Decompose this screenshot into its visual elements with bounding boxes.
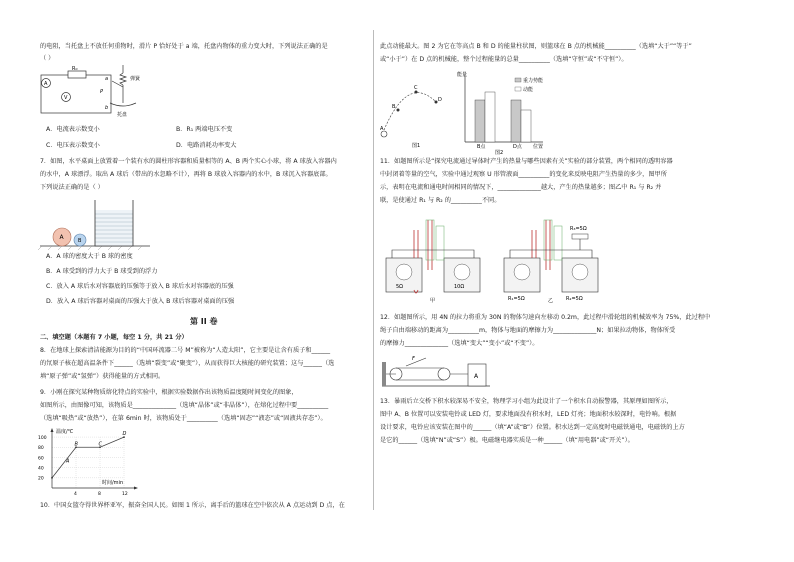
q11-line-2: 中封闭着等量的空气，实验中通过观察 U 形管液面__________的变化来反映电阻产生热量的多少，图甲所: [380, 171, 667, 178]
point-b-label: b: [105, 105, 109, 111]
y-tick-label: 100: [38, 435, 47, 441]
y-tick-label: 20: [38, 476, 44, 482]
q10-cont-line-1: 此点动能最大。图 2 为它在等高点 B 和 D 的能量柱状图，则篮球在 B 点的机械能__________（选填“大于”“等于”: [380, 43, 692, 50]
q7-line-3: 下列说法正确的是（ ）: [40, 184, 104, 191]
y-tick-label: 60: [38, 456, 44, 462]
q8-line-1: 8．在地球上探索清洁能源为目的的“中国环流器二号 M”被称为“人造太阳”，它主要是让含有质子和______: [40, 347, 331, 354]
q13-line-4: 是它的______（选填“N”或“S”）极。电磁继电器实质是一种______（填“用电器”或“开关”）。: [380, 437, 634, 444]
ammeter-label: A: [44, 81, 48, 87]
q12-line-1: 12．如题图所示，用 4N 的拉力将重为 30N 的物体匀速向左移动 0.2m，此过程中滑轮组的机械效率为 75%，此过程中: [380, 314, 711, 321]
q7-option-c: C．放入 A 球后水对容器底的压强等于放入 B 球后水对容器底的压强: [46, 283, 234, 290]
fig2-ylabel: 能量: [457, 72, 468, 78]
q7-option-a: A．A 球的密度大于 B 球的密度: [46, 253, 133, 260]
q6-circuit-diagram: [38, 63, 168, 123]
bar-b-potential: [475, 100, 485, 142]
q7-option-d: D．放入 A 球后容器对桌面的压强大于放入 B 球后容器对桌面的压强: [46, 298, 235, 305]
fig2-caption: 图2: [495, 150, 504, 156]
q7-line-2: 的水中，A 球漂浮。取出 A 球后（带出的水忽略不计），再将 B 球放入容器内的水中，B 球沉入容器底部。: [40, 171, 332, 178]
tray-label: 托盘: [117, 112, 128, 118]
q6-option-a: A．电流表示数变小: [46, 126, 100, 133]
point-label-a: A: [66, 458, 70, 465]
q7-container-diagram: [40, 196, 150, 251]
q11-heating-apparatus: [382, 210, 612, 306]
part2-title: 第 II 卷: [190, 317, 218, 326]
bar-d-potential: [511, 100, 521, 142]
x-tick-label: 8: [98, 492, 101, 497]
q6-option-d: D．电路消耗功率变大: [176, 142, 237, 149]
x-axis-label: 时间/min: [102, 480, 124, 486]
point-label: C: [98, 441, 102, 448]
slider-p-label: P: [100, 89, 104, 95]
q12-line-3: 的摩擦力______________（选填“变大”“变小”或“不变”）。: [380, 340, 539, 347]
x-label-d: D点: [513, 144, 522, 150]
q6-option-c: C．电压表示数变小: [46, 142, 100, 149]
voltmeter-label: V: [64, 95, 68, 101]
q9-line-3: （选填“吸热”或“放热”），在第 6min 时，该物质处于__________（选填“固态”“液态”或“固液共存态”）。: [40, 415, 327, 422]
resistor-r3-label: R₃=5Ω: [570, 226, 587, 232]
resistor-10ohm-label: 10Ω: [454, 284, 465, 290]
point-c-label: C: [414, 85, 418, 91]
part2-subtitle: 二、填空题（本题有 7 小题，每空 1 分，共 21 分）: [40, 334, 188, 341]
point-a-label: a: [105, 76, 109, 82]
q11-line-3: 示，表明在电流和通电时间相同的情况下，______________越大，产生的热量越多；图乙中 R₁ 与 R₂ 并: [380, 184, 662, 191]
resistor-r1-label: R₁=5Ω: [508, 296, 525, 302]
q6-intro: 的电阻，当托盘上不放任何重物时，滑片 P 恰好处于 a 端，托盘内物体的重力变大时，下列说法正确的是: [40, 43, 328, 50]
caption-yi: 乙: [548, 298, 554, 304]
q10-cont-line-2: 或“小于”）在 D 点的机械能，整个过程能量的总量__________（选填“守恒”或“不守恒”）。: [380, 56, 628, 63]
point-label: D: [122, 431, 127, 438]
q6-paren: （ ）: [40, 55, 55, 62]
x-tick-label: 12: [122, 492, 128, 497]
legend-kinetic: 动能: [523, 87, 534, 93]
r0-label: R₀: [72, 66, 78, 72]
ball-a-label: A: [59, 234, 64, 241]
q11-line-1: 11．如题图所示是“探究电流通过导体时产生的热量与哪些因素有关”实验的部分装置，两个相同的透明容器: [380, 158, 673, 165]
caption-jia: 甲: [430, 298, 436, 304]
x-axis-label: 位置: [533, 144, 544, 150]
resistor-5ohm-label: 5Ω: [396, 284, 404, 290]
y-axis-label: 温度/℃: [56, 429, 74, 435]
q12-pulley-diagram: [382, 352, 492, 392]
q10-line-1: 10．中国女篮夺得世界杯亚军，振奋全国人民。如图 1 所示，离手后的篮球在空中依次从 A 点运动到 D 点，在: [40, 502, 345, 509]
legend-swatch-potential: [515, 78, 521, 82]
fig1-caption: 图1: [412, 143, 421, 149]
x-tick-label: 4: [74, 492, 77, 497]
y-tick-label: 80: [38, 446, 44, 452]
bar-b-kinetic: [485, 92, 495, 142]
point-label: B: [74, 441, 78, 448]
setup-jia: [386, 220, 480, 304]
block-a-label: A: [474, 373, 479, 380]
q9-temperature-chart: [36, 426, 146, 498]
point-b-label: B: [392, 104, 396, 110]
point-d-label: D: [438, 97, 442, 103]
q6-option-b: B．R₁ 两端电压不变: [176, 126, 233, 133]
resistor-r2-label: R₂=5Ω: [566, 296, 583, 302]
water: [95, 210, 133, 246]
legend-swatch-kinetic: [515, 87, 521, 91]
q10-fig1-trajectory: [378, 72, 458, 152]
q9-line-2: 如图所示，由图像可知，该物质是______________（选填“晶体”或“非晶体”），在熔化过程中要__________: [40, 402, 329, 409]
q13-line-3: 设计要求，电铃应该安装在图中的______（填“A”或“B”）位置。积水达到一定高度时电磁铁通电，电磁铁的上方: [380, 424, 685, 431]
y-tick-label: 40: [38, 466, 44, 472]
column-divider: [373, 30, 374, 510]
x-label-b: B点: [477, 144, 486, 150]
q10-fig2-energy-bars: [455, 70, 575, 154]
q12-line-2: 绳子自由端移动的距离为__________m，物体与地面的摩擦力为______________N；如果拉动物体，物体所受: [380, 327, 676, 334]
q7-line-1: 7．如图，水平桌面上放置着一个装有水的圆柱形容器和质量相等的 A、B 两个实心小球，将 A 球放入容器内: [40, 158, 337, 165]
q7-option-b: B．A 球受到的浮力大于 B 球受到的浮力: [46, 268, 158, 275]
ball-b-label: B: [78, 238, 82, 244]
force-f-label: F: [412, 356, 415, 362]
q13-line-1: 13．暴雨后立交桥下积水较深易不安全，物理学习小组为此设计了一个积水自动报警器，其原理如图所示，: [380, 398, 673, 405]
q8-line-3: 填“原子弹”或“氢弹”）获得能量的方式相同。: [40, 373, 165, 380]
data-point: [51, 477, 53, 479]
q9-line-1: 9．小刚在探究某种物质熔化特点的实验中，根据实验数据作出该物质温度随时间变化的图象，: [40, 389, 298, 396]
q8-line-2: 的氘原子核在超高温条件下______（选填“裂变”或“聚变”），从而获得巨大核能的研究装置；这与______（选: [40, 360, 335, 367]
setup-yi: [504, 220, 598, 304]
q13-line-2: 图中 A、B 位置可以安装电铃或 LED 灯，要求地面没有积水时，LED 灯亮；地面积水较深时，电铃响。根据: [380, 411, 677, 418]
point-a-label: A: [380, 126, 384, 132]
legend-potential: 重力势能: [523, 78, 544, 84]
q11-line-4: 联，是使通过 R₁ 与 R₂ 的__________不同。: [380, 197, 501, 204]
bar-d-kinetic: [521, 110, 531, 142]
spring-label: 弹簧: [130, 76, 141, 82]
